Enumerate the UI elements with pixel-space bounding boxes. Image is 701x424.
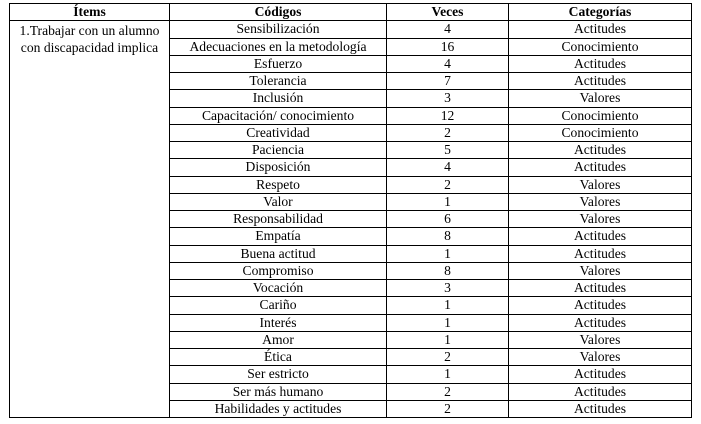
count-cell: 5 (387, 142, 509, 159)
header-row (10, 4, 692, 21)
count-cell: 4 (387, 55, 509, 72)
code-cell: Capacitación/ conocimiento (170, 107, 387, 124)
category-cell: Actitudes (509, 142, 692, 159)
category-cell: Valores (509, 90, 692, 107)
header-codigos: Códigos (170, 4, 387, 21)
header-items: Ítems (10, 4, 170, 21)
count-cell: 12 (387, 107, 509, 124)
code-cell: Sensibilización (170, 21, 387, 38)
code-cell: Ser estricto (170, 366, 387, 383)
category-cell: Conocimiento (509, 124, 692, 141)
category-cell: Actitudes (509, 280, 692, 297)
code-cell: Responsabilidad (170, 211, 387, 228)
count-cell: 1 (387, 297, 509, 314)
table-row (10, 21, 692, 38)
count-cell: 1 (387, 245, 509, 262)
count-cell: 3 (387, 280, 509, 297)
header-categorias: Categorías (509, 4, 692, 21)
category-cell: Actitudes (509, 314, 692, 331)
category-cell: Valores (509, 262, 692, 279)
category-cell: Valores (509, 349, 692, 366)
code-cell: Amor (170, 331, 387, 348)
code-cell: Esfuerzo (170, 55, 387, 72)
code-cell: Creatividad (170, 124, 387, 141)
code-cell: Ética (170, 349, 387, 366)
count-cell: 4 (387, 21, 509, 38)
code-cell: Compromiso (170, 262, 387, 279)
count-cell: 2 (387, 349, 509, 366)
code-cell: Respeto (170, 176, 387, 193)
category-cell: Actitudes (509, 73, 692, 90)
count-cell: 2 (387, 383, 509, 400)
code-cell: Buena actitud (170, 245, 387, 262)
count-cell: 1 (387, 366, 509, 383)
category-cell: Actitudes (509, 21, 692, 38)
category-cell: Valores (509, 331, 692, 348)
codes-table (9, 3, 692, 418)
category-cell: Conocimiento (509, 38, 692, 55)
count-cell: 2 (387, 176, 509, 193)
category-cell: Actitudes (509, 159, 692, 176)
code-cell: Empatía (170, 228, 387, 245)
count-cell: 2 (387, 400, 509, 417)
code-cell: Disposición (170, 159, 387, 176)
count-cell: 1 (387, 314, 509, 331)
count-cell: 3 (387, 90, 509, 107)
count-cell: 8 (387, 228, 509, 245)
category-cell: Actitudes (509, 245, 692, 262)
category-cell: Conocimiento (509, 107, 692, 124)
count-cell: 8 (387, 262, 509, 279)
header-veces: Veces (387, 4, 509, 21)
table-body (10, 21, 692, 418)
category-cell: Actitudes (509, 55, 692, 72)
category-cell: Actitudes (509, 366, 692, 383)
count-cell: 6 (387, 211, 509, 228)
code-cell: Interés (170, 314, 387, 331)
category-cell: Actitudes (509, 383, 692, 400)
code-cell: Ser más humano (170, 383, 387, 400)
category-cell: Actitudes (509, 228, 692, 245)
item-cell: 1.Trabajar con un alumno con discapacidad implica (10, 21, 170, 418)
count-cell: 2 (387, 124, 509, 141)
count-cell: 1 (387, 193, 509, 210)
code-cell: Adecuaciones en la metodología (170, 38, 387, 55)
count-cell: 16 (387, 38, 509, 55)
category-cell: Valores (509, 193, 692, 210)
code-cell: Tolerancia (170, 73, 387, 90)
category-cell: Valores (509, 176, 692, 193)
count-cell: 4 (387, 159, 509, 176)
count-cell: 1 (387, 331, 509, 348)
code-cell: Paciencia (170, 142, 387, 159)
code-cell: Valor (170, 193, 387, 210)
count-cell: 7 (387, 73, 509, 90)
category-cell: Valores (509, 211, 692, 228)
code-cell: Vocación (170, 280, 387, 297)
code-cell: Habilidades y actitudes (170, 400, 387, 417)
category-cell: Actitudes (509, 400, 692, 417)
code-cell: Cariño (170, 297, 387, 314)
category-cell: Actitudes (509, 297, 692, 314)
code-cell: Inclusión (170, 90, 387, 107)
